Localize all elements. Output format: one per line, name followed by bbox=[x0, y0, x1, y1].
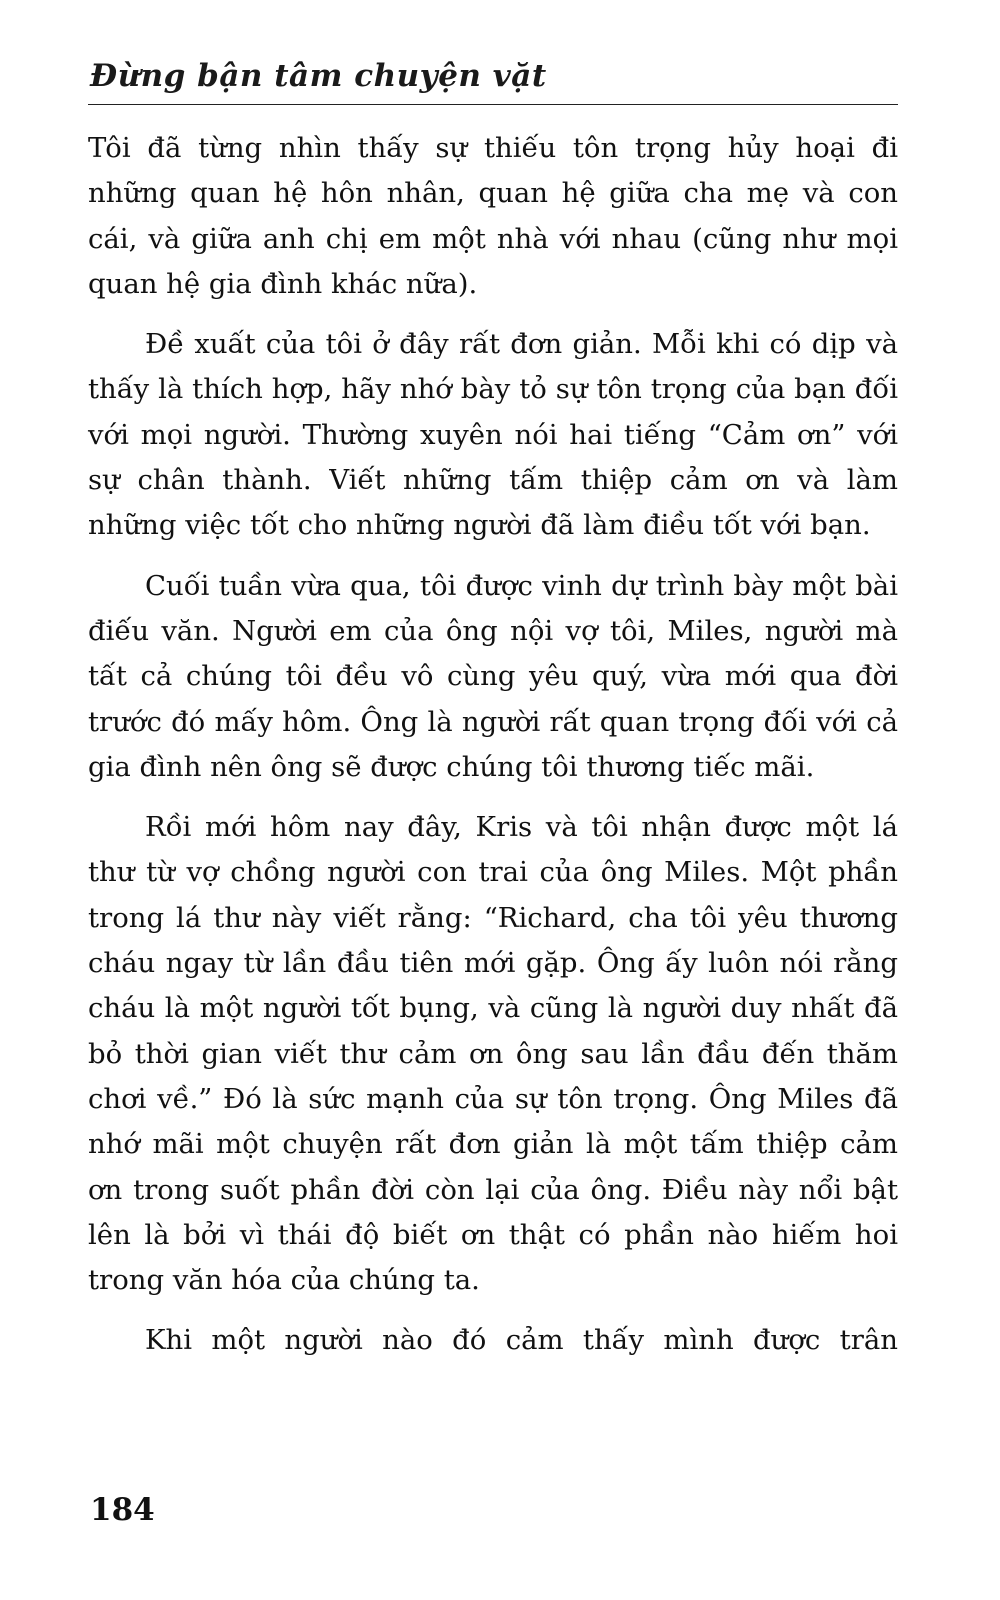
body-text bbox=[88, 126, 898, 1379]
paragraph-1: Tôi đã từng nhìn thấy sự thiếu tôn trọng hủy hoại đi những quan hệ hôn nhân, quan hệ giữa cha mẹ và con cái, và giữa anh chị em một nhà với nhau (cũng như mọi quan hệ gia đình khác nữa). bbox=[88, 132, 898, 300]
paragraph-4: Rồi mới hôm nay đây, Kris và tôi nhận được một lá thư từ vợ chồng người con trai của ông Miles. Một phần trong lá thư này viết rằng: “Richard, cha tôi yêu thương cháu ngay từ lần đầu tiên mới gặp. Ông ấy luôn nói rằng cháu là một người tốt bụng, và cũng là người duy nhất đã bỏ thời gian viết thư cảm ơn ông sau lần đầu đến thăm chơi về.” Đó là sức mạnh của sự tôn trọng. Ông Miles đã nhớ mãi một chuyện rất đơn giản là một tấm thiệp cảm ơn trong suốt phần đời còn lại của ông. Điều này nổi bật lên là bởi vì thái độ biết ơn thật có phần nào hiếm hoi trong văn hóa của chúng ta. bbox=[88, 811, 898, 1297]
running-header bbox=[88, 52, 898, 105]
page-number: 184 bbox=[90, 1492, 155, 1528]
paragraph-5: Khi một người nào đó cảm thấy mình được trân bbox=[145, 1324, 898, 1357]
paragraph-2: Đề xuất của tôi ở đây rất đơn giản. Mỗi khi có dịp và thấy là thích hợp, hãy nhớ bày tỏ sự tôn trọng của bạn đối với mọi người. Thường xuyên nói hai tiếng “Cảm ơn” với sự chân thành. Viết những tấm thiệp cảm ơn và làm những việc tốt cho những người đã làm điều tốt với bạn. bbox=[88, 328, 898, 542]
paragraph-3: Cuối tuần vừa qua, tôi được vinh dự trình bày một bài điếu văn. Người em của ông nội vợ tôi, Miles, người mà tất cả chúng tôi đều vô cùng yêu quý, vừa mới qua đời trước đó mấy hôm. Ông là người rất quan trọng đối với cả gia đình nên ông sẽ được chúng tôi thương tiếc mãi. bbox=[88, 569, 898, 783]
running-header-title: Đừng bận tâm chuyện vặt bbox=[90, 58, 547, 94]
